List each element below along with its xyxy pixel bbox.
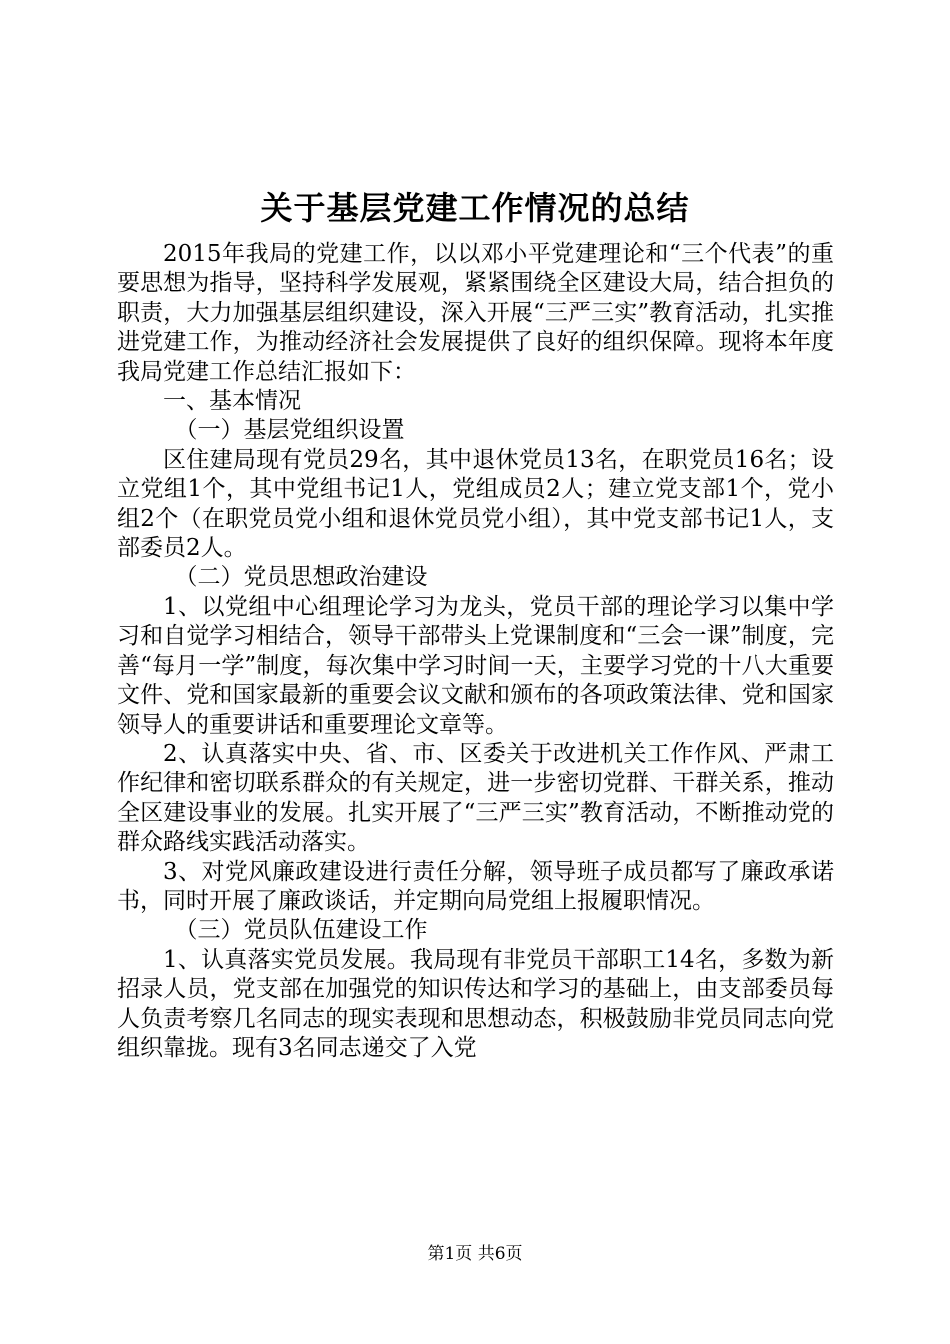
paragraph-political-1: 1、以党组中心组理论学习为龙头，党员干部的理论学习以集中学习和自觉学习相结合，领导干部带头上党课制度和“三会一课”制度，完善“每月一学”制度，每次集中学习时间一天，主要学习党的十八大重要文件、党和国家最新的重要会议文献和颁布的各项政策法律、党和国家领导人的重要讲话和重要理论文章等。 [117, 593, 834, 738]
document-body [117, 240, 834, 1063]
page-number-footer: 第1页 共6页 [427, 1244, 523, 1264]
section-heading-basic-situation: 一、基本情况 [163, 388, 301, 415]
subsection-heading-team-building: （三）党员队伍建设工作 [174, 917, 428, 944]
subsection-heading-political-building: （二）党员思想政治建设 [174, 564, 428, 591]
paragraph-political-3: 3、对党风廉政建设进行责任分解，领导班子成员都写了廉政承诺书，同时开展了廉政谈话，并定期向局党组上报履职情况。 [117, 858, 834, 914]
paragraph-intro: 2015年我局的党建工作，以以邓小平党建理论和“三个代表”的重要思想为指导，坚持科学发展观，紧紧围绕全区建设大局，结合担负的职责，大力加强基层组织建设，深入开展“三严三实”教育活动，扎实推进党建工作，为推动经济社会发展提供了良好的组织保障。现将本年度我局党建工作总结汇报如下： [117, 241, 834, 385]
paragraph-team-1: 1、认真落实党员发展。我局现有非党员干部职工14名，多数为新招录人员，党支部在加强党的知识传达和学习的基础上，由支部委员每人负责考察几名同志的现实表现和思想动态，积极鼓励非党员同志向党组织靠拢。现有3名同志递交了入党 [117, 946, 834, 1061]
subsection-heading-org-setup: （一）基层党组织设置 [174, 417, 405, 444]
document-title: 关于基层党建工作情况的总结 [260, 189, 690, 227]
paragraph-org-setup: 区住建局现有党员29名，其中退休党员13名，在职党员16名；设立党组1个，其中党组书记1人，党组成员2人；建立党支部1个，党小组2个（在职党员党小组和退休党员党小组），其中党支部书记1人，支部委员2人。 [117, 446, 834, 562]
paragraph-political-2: 2、认真落实中央、省、市、区委关于改进机关工作作风、严肃工作纪律和密切联系群众的有关规定，进一步密切党群、干群关系，推动全区建设事业的发展。扎实开展了“三严三实”教育活动，不断推动党的群众路线实践活动落实。 [117, 740, 834, 856]
